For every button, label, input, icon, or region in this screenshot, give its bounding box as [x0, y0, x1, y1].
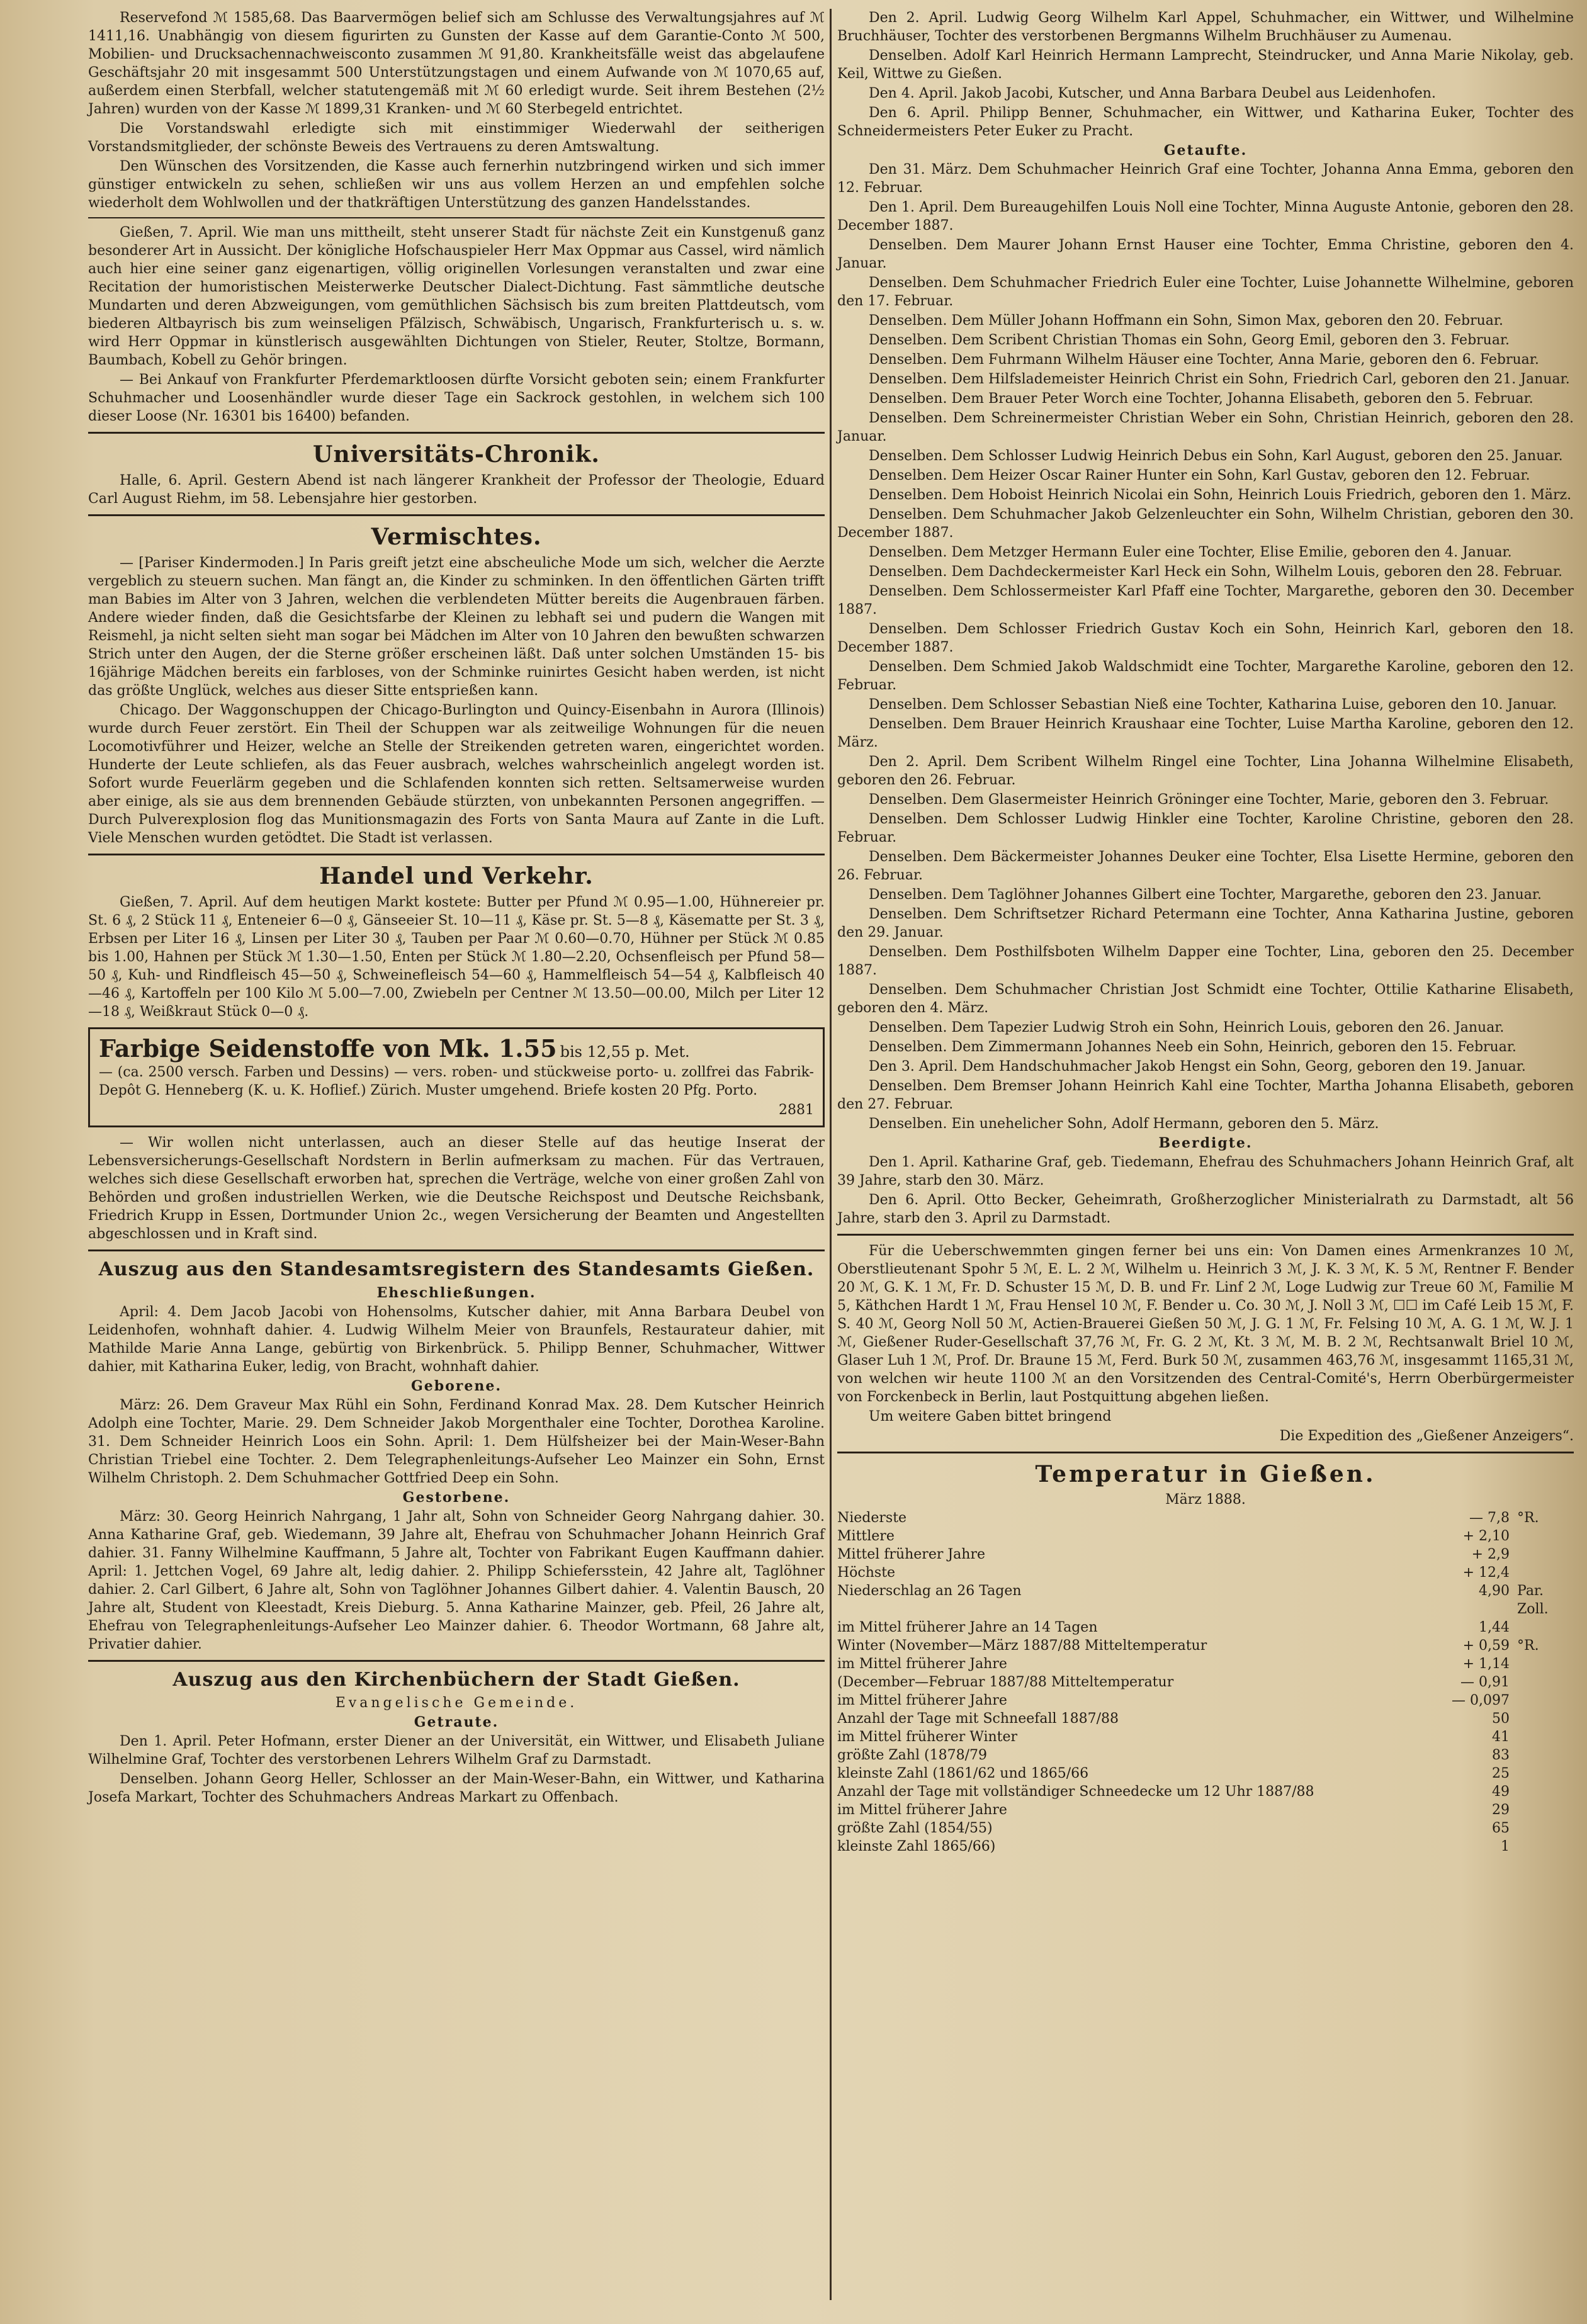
getaufte-entry: Denselben. Dem Bäckermeister Johannes Deuker eine Tochter, Elsa Lisette Hermine, geboren den 26. Februar.	[837, 849, 1574, 883]
getaufte-entry: Denselben. Dem Müller Johann Hoffmann ein Sohn, Simon Max, geboren den 20. Februar.	[869, 313, 1503, 329]
temperature-value: — 0,91	[1460, 1674, 1510, 1690]
subheading-eheschliessungen: Eheschließungen.	[376, 1285, 536, 1301]
temperature-label: im Mittel früherer Jahre an 14 Tagen	[837, 1620, 1098, 1635]
temperature-label: Winter (November—März 1887/88 Mitteltemperatur	[837, 1638, 1207, 1654]
temperature-label: (December—Februar 1887/88 Mitteltemperatur	[837, 1674, 1174, 1690]
temperature-label: Niederste	[837, 1510, 907, 1526]
temperature-value: — 0,097	[1452, 1693, 1510, 1708]
temperature-unit	[1510, 1691, 1574, 1710]
getaufte-entry: Denselben. Dem Schlosser Ludwig Hinkler eine Tochter, Karoline Christine, geboren den 28. Februar.	[837, 811, 1574, 845]
getaufte-entry: Denselben. Dem Hilfslademeister Heinrich Christ ein Sohn, Friedrich Carl, geboren den 21. Januar.	[869, 371, 1570, 387]
temperature-unit	[1510, 1673, 1574, 1691]
temperature-row	[837, 1783, 1574, 1801]
temperature-label: im Mittel früherer Winter	[837, 1729, 1018, 1745]
ad-headline-tail: bis 12,55 p. Met.	[560, 1043, 690, 1061]
temperature-label: Mittel früherer Jahre	[837, 1547, 985, 1562]
temperature-unit	[1510, 1801, 1574, 1819]
getaufte-entry: Denselben. Dem Tapezier Ludwig Stroh ein Sohn, Heinrich Louis, geboren den 26. Januar.	[869, 1020, 1505, 1035]
temperature-unit	[1510, 1655, 1574, 1673]
temperature-label: im Mittel früherer Jahre	[837, 1802, 1007, 1818]
divider	[837, 1452, 1574, 1453]
getaufte-list	[837, 161, 1574, 1133]
getraute-entry: Den 6. April. Philipp Benner, Schuhmacher, ein Wittwer, und Katharina Euker, Tochter des Schneidermeisters Peter Euker zu Pracht.	[837, 105, 1574, 139]
temperature-unit: °R.	[1517, 1638, 1539, 1654]
temperature-label: kleinste Zahl (1861/62 und 1865/66	[837, 1766, 1089, 1781]
intro-paragraph: Reservefond ℳ 1585,68. Das Baarvermögen belief sich am Schlusse des Verwaltungsjahres auf ℳ 1411,16. Unabhängig von diesem figurirten zu Gunsten der Kasse auf dem Garantie-Conto ℳ 500, Mobilien- und Drucksachennachweisconto zusammen ℳ 91,80. Krankheitsfälle weist das abgelaufene Geschäftsjahr 20 mit insgesammt 500 Unterstützungstagen und einem Aufwande von ℳ 1070,65 auf, außerdem einen Sterbfall, welcher statutengemäß mit ℳ 60 erledigt wurde. Seit ihrem Bestehen (2½ Jahren) wurden von der Kasse ℳ 1899,31 Kranken- und ℳ 60 Sterbegeld entrichtet.	[88, 10, 825, 117]
temperature-table	[837, 1509, 1574, 1856]
getaufte-entry: Denselben. Dem Heizer Oscar Rainer Hunter ein Sohn, Karl Gustav, geboren den 12. Februar.	[869, 468, 1530, 483]
temperature-value: + 2,9	[1471, 1547, 1510, 1562]
temperature-unit	[1510, 1618, 1574, 1637]
temperature-label: kleinste Zahl 1865/66)	[837, 1839, 996, 1854]
temperature-unit	[1510, 1527, 1574, 1545]
subheading-getaufte: Getaufte.	[1163, 142, 1248, 159]
temperature-row	[837, 1637, 1574, 1655]
temperature-unit	[1510, 1728, 1574, 1746]
getaufte-entry: Denselben. Ein unehelicher Sohn, Adolf Hermann, geboren den 5. März.	[869, 1116, 1379, 1132]
temperature-month: März 1888.	[1165, 1492, 1246, 1508]
getaufte-entry: Denselben. Dem Scribent Christian Thomas ein Sohn, Georg Emil, geboren den 3. Februar.	[869, 332, 1510, 348]
temperature-value: 49	[1492, 1784, 1510, 1800]
temperature-value: + 2,10	[1462, 1528, 1510, 1544]
temperature-value: 65	[1492, 1820, 1510, 1836]
divider	[88, 854, 825, 855]
subheading-gestorbene: Gestorbene.	[402, 1489, 511, 1506]
divider	[88, 432, 825, 434]
right-column	[837, 9, 1574, 1856]
temperature-unit	[1510, 1764, 1574, 1783]
subheading-beerdigte: Beerdigte.	[1158, 1135, 1253, 1151]
getaufte-entry: Denselben. Dem Brauer Peter Worch eine Tochter, Johanna Elisabeth, geboren den 5. Februar.	[869, 391, 1533, 407]
section-heading-kirchenbuecher: Auszug aus den Kirchenbüchern der Stadt Gießen.	[172, 1669, 740, 1691]
news-paragraph: Gießen, 7. April. Wie man uns mittheilt, steht unserer Stadt für nächste Zeit ein Kunstgenuß ganz besonderer Art in Aussicht. Der königliche Hofschauspieler Herr Max Oppmar aus Cassel, wird nämlich auch hier eine seiner ganz eigenartigen, völlig originellen Vorlesungen veranstalten und zwar eine Recitation der humoristischen Meisterwerke Deutscher Dialect-Dichtung. Fast sämmtliche deutsche Mundarten und deren Abzweigungen, vom gemüthlichen Sächsisch bis zum breiten Plattdeutsch, vom biederen Altbayrisch bis zum weinseligen Pfälzisch, Schwäbisch, Ungarisch, Frankfurterisch u. s. w. wird Herr Oppmar in künstlerisch ausgewählten Dichtungen von Stieler, Reuter, Stoltze, Bormann, Baumbach, Kobell zu Gehör bringen.	[88, 225, 825, 368]
temperature-value: 50	[1492, 1711, 1510, 1727]
getaufte-entry: Denselben. Dem Dachdeckermeister Karl Heck ein Sohn, Wilhelm Louis, geboren den 28. Februar.	[869, 564, 1563, 580]
temperature-row	[837, 1527, 1574, 1545]
getraute-entry: Denselben. Adolf Karl Heinrich Hermann Lamprecht, Steindrucker, und Anna Marie Nikolay, geb. Keil, Wittwe zu Gießen.	[837, 48, 1574, 82]
temperature-value: + 12,4	[1462, 1565, 1510, 1581]
temperature-label: im Mittel früherer Jahre	[837, 1693, 1007, 1708]
subheading-evangelisch: Evangelische Gemeinde.	[335, 1695, 578, 1711]
temperature-label: größte Zahl (1854/55)	[837, 1820, 993, 1836]
getraute-entry: Den 2. April. Ludwig Georg Wilhelm Karl Appel, Schuhmacher, ein Wittwer, und Wilhelmine Bruchhäuser, Tochter des verstorbenen Bergmanns Wilhelm Bruchhäuser zu Aumenau.	[837, 10, 1574, 44]
getaufte-entry: Den 31. März. Dem Schuhmacher Heinrich Graf eine Tochter, Johanna Anna Emma, geboren den 12. Februar.	[837, 162, 1574, 196]
getaufte-entry: Denselben. Dem Brauer Heinrich Kraushaar eine Tochter, Luise Martha Karoline, geboren den 12. März.	[837, 716, 1574, 750]
section-heading-temperatur: Temperatur in Gießen.	[1035, 1461, 1376, 1487]
vermischtes-paragraph: — [Pariser Kindermoden.] In Paris greift jetzt eine abscheuliche Mode um sich, welcher die Aerzte vergeblich zu steuern suchen. Man fängt an, die Kinder zu schminken. In den öffentlichen Gärten trifft man Babies im Alter von 3 Jahren, welchen die verblendeten Mütter bereits die Augenbrauen färben. Andere wieder finden, daß die Gesichtsfarbe der Kleinen zu lebhaft sei und pudern die Wangen mit Reismehl, ja nicht selten sieht man sogar bei Mädchen im Alter von 10 Jahren den bewußten schwarzen Strich unter den Augen, der die Sterne größer erscheinen läßt. Daß unter solchen Umständen 15- bis 16jährige Mädchen bereits ein farbloses, von der Schminke ruinirtes Gesicht haben werden, ist nicht das größte Unglück, welches aus dieser Sitte entsprießen kann.	[88, 555, 825, 699]
temperature-row	[837, 1801, 1574, 1819]
temperature-unit	[1510, 1710, 1574, 1728]
divider	[88, 1660, 825, 1662]
ad-body: — (ca. 2500 versch. Farben und Dessins) — vers. roben- und stückweise porto- u. zollfrei das Fabrik-Depôt G. Henneberg (K. u. K. Hoflief.) Zürich. Muster umgehend. Briefe kosten 20 Pfg. Porto.	[99, 1064, 814, 1098]
getaufte-entry: Denselben. Dem Hoboist Heinrich Nicolai ein Sohn, Heinrich Louis Friedrich, geboren den 1. März.	[869, 487, 1572, 503]
temperature-label: Niederschlag an 26 Tagen	[837, 1583, 1022, 1599]
temperature-unit	[1510, 1837, 1574, 1856]
temperature-unit	[1510, 1545, 1574, 1564]
getaufte-entry: Denselben. Dem Schriftsetzer Richard Petermann eine Tochter, Anna Katharina Justine, geboren den 29. Januar.	[837, 906, 1574, 940]
section-heading-universitaet: Universitäts-Chronik.	[313, 441, 600, 468]
temperature-unit: Par. Zoll.	[1517, 1583, 1549, 1617]
getaufte-entry: Denselben. Dem Schuhmacher Jakob Gelzenleuchter ein Sohn, Wilhelm Christian, geboren den 30. December 1887.	[837, 507, 1574, 541]
temperature-value: 25	[1492, 1766, 1510, 1781]
temperature-label: Anzahl der Tage mit Schneefall 1887/88	[837, 1711, 1119, 1727]
temperature-value: 41	[1492, 1729, 1510, 1745]
temperature-value: 83	[1492, 1747, 1510, 1763]
getaufte-entry: Denselben. Dem Taglöhner Johannes Gilbert eine Tochter, Margarethe, geboren den 23. Januar.	[869, 887, 1542, 903]
getaufte-entry: Denselben. Dem Schlossermeister Karl Pfaff eine Tochter, Margarethe, geboren den 30. December 1887.	[837, 584, 1574, 618]
ad-headline: Farbige Seidenstoffe von Mk. 1.55	[99, 1034, 557, 1063]
notice-paragraph: — Wir wollen nicht unterlassen, auch an dieser Stelle auf das heutige Inserat der Lebensversicherungs-Gesellschaft Nordstern in Berlin aufmerksam zu machen. Für das Vertrauen, welches sich diese Gesellschaft erworben hat, sprechen die Verträge, welche von einer großen Zahl von Behörden und großen industriellen Werken, wie die Deutsche Reichspost und Deutsche Reichsbank, Friedrich Krupp in Essen, Dortmunder Union 2c., wegen Versicherung der Beamten und Angestellten abgeschlossen und in Kraft sind.	[88, 1135, 825, 1242]
getaufte-entry: Denselben. Dem Schuhmacher Christian Jost Schmidt eine Tochter, Ottilie Katharine Elisabeth, geboren den 4. März.	[837, 982, 1574, 1016]
temperature-value: + 0,59	[1462, 1638, 1510, 1654]
temperature-row	[837, 1509, 1574, 1527]
vermischtes-paragraph: Chicago. Der Waggonschuppen der Chicago-Burlington und Quincy-Eisenbahn in Aurora (Illinois) wurde durch Feuer zerstört. Ein Theil der Schuppen war als zeitweilige Wohnungen für die neuen Locomotivführer und Heizer, welche an Stelle der Streikenden getreten waren, eingerichtet worden. Hunderte der Leute schliefen, als das Feuer ausbrach, welches wahrscheinlich angelegt worden ist. Sofort wurde Feuerlärm gegeben und die Schlafenden konnten sich retten. Seltsamerweise wurden aber einige, als sie aus dem brennenden Gebäude stürzten, von unbekannten Personen angegriffen. — Durch Pulverexplosion flog das Munitionsmagazin des Forts von Santa Maura auf Zante in die Luft. Viele Menschen wurden getödtet. Die Stadt ist verlassen.	[88, 702, 825, 846]
temperature-value: 4,90	[1479, 1583, 1510, 1599]
temperature-unit: °R.	[1517, 1510, 1539, 1526]
temperature-row	[837, 1691, 1574, 1710]
beerdigte-entry: Den 6. April. Otto Becker, Geheimrath, Großherzoglicher Ministerialrath zu Darmstadt, alt 56 Jahre, starb den 3. April zu Darmstadt.	[837, 1192, 1574, 1226]
temperature-label: Höchste	[837, 1565, 896, 1581]
divider	[88, 1249, 825, 1251]
getaufte-entry: Denselben. Dem Maurer Johann Ernst Hauser eine Tochter, Emma Christine, geboren den 4. Januar.	[837, 237, 1574, 271]
getaufte-entry: Denselben. Dem Posthilfsboten Wilhelm Dapper eine Tochter, Lina, geboren den 25. December 1887.	[837, 944, 1574, 978]
beerdigte-entry: Den 1. April. Katharine Graf, geb. Tiedemann, Ehefrau des Schuhmachers Johann Heinrich Graf, alt 39 Jahre, starb den 30. März.	[837, 1154, 1574, 1188]
getaufte-entry: Denselben. Dem Schmied Jakob Waldschmidt eine Tochter, Margarethe Karoline, geboren den 12. Februar.	[837, 659, 1574, 693]
news-paragraph: — Bei Ankauf von Frankfurter Pferdemarktloosen dürfte Vorsicht geboten sein; einem Frankfurter Schuhmacher und Loosenhändler wurde dieser Tage ein Sackrock gestohlen, in welchem sich 100 dieser Loose (Nr. 16301 bis 16400) befanden.	[88, 372, 825, 424]
temperature-row	[837, 1710, 1574, 1728]
standesamt-paragraph: März: 26. Dem Graveur Max Rühl ein Sohn, Ferdinand Konrad Max. 28. Dem Kutscher Heinrich Adolph eine Tochter, Marie. 29. Dem Schneider Jakob Morgenthaler eine Tochter, Dorothea Karoline. 31. Dem Schneider Heinrich Loos ein Sohn. April: 1. Dem Hülfsheizer bei der Main-Weser-Bahn Christian Triebel eine Tochter. 2. Dem Telegraphenleitungs-Aufseher Leo Mainzer ein Sohn, Ernst Wilhelm Christoph. 2. Dem Schuhmacher Gottfried Deep ein Sohn.	[88, 1397, 825, 1486]
donations-close: Um weitere Gaben bittet bringend	[869, 1409, 1112, 1424]
getaufte-entry: Denselben. Dem Schreinermeister Christian Weber ein Sohn, Christian Heinrich, geboren den 28. Januar.	[837, 410, 1574, 444]
getraute-entry: Den 4. April. Jakob Jacobi, Kutscher, und Anna Barbara Deubel aus Leidenhofen.	[869, 86, 1436, 101]
temperature-label: im Mittel früherer Jahre	[837, 1656, 1007, 1672]
intro-paragraph: Den Wünschen des Vorsitzenden, die Kasse auch fernerhin nutzbringend wirken und sich immer günstiger entwickeln zu sehen, schließen wir uns aus vollem Herzen an und empfehlen solche wiederholt dem Wohlwollen und der thatkräftigen Unterstützung des ganzen Handelsstandes.	[88, 159, 825, 211]
temperature-label: größte Zahl (1878/79	[837, 1747, 987, 1763]
temperature-row	[837, 1837, 1574, 1856]
section-heading-vermischtes: Vermischtes.	[371, 524, 542, 550]
section-heading-standesamt: Auszug aus den Standesamtsregistern des Standesamts Gießen.	[98, 1258, 815, 1280]
getaufte-entry: Den 3. April. Dem Handschuhmacher Jakob Hengst ein Sohn, Georg, geboren den 19. Januar.	[869, 1059, 1526, 1075]
handel-paragraph: Gießen, 7. April. Auf dem heutigen Markt kostete: Butter per Pfund ℳ 0.95—1.00, Hühnereier pr. St. 6 ₰, 2 Stück 11 ₰, Enteneier 6—0 ₰, Gänseeier St. 10—11 ₰, Käse pr. St. 5—8 ₰, Käsematte per St. 3 ₰, Erbsen per Liter 16 ₰, Linsen per Liter 30 ₰, Tauben per Paar ℳ 0.60—0.70, Hühner per Stück ℳ 0.85 bis 1.00, Hahnen per Stück ℳ 1.30—1.50, Enten per Stück ℳ 1.80—2.20, Ochsenfleisch per Pfund 58—50 ₰, Kuh- und Rindfleisch 45—50 ₰, Schweinefleisch 54—60 ₰, Hammelfleisch 54—54 ₰, Kalbfleisch 40—46 ₰, Kartoffeln per 100 Kilo ℳ 5.00—7.00, Zwiebeln per Centner ℳ 13.50—00.00, Milch per Liter 12—18 ₰, Weißkraut Stück 0—0 ₰.	[88, 894, 825, 1020]
temperature-value: 1,44	[1479, 1620, 1510, 1635]
getaufte-entry: Den 1. April. Dem Bureaugehilfen Louis Noll eine Tochter, Minna Auguste Antonie, geboren den 28. December 1887.	[837, 200, 1574, 234]
getaufte-entry: Denselben. Dem Glasermeister Heinrich Gröninger eine Tochter, Marie, geboren den 3. Februar.	[869, 792, 1549, 808]
divider	[837, 1234, 1574, 1236]
getaufte-entry: Denselben. Dem Schlosser Friedrich Gustav Koch ein Sohn, Heinrich Karl, geboren den 18. December 1887.	[837, 621, 1574, 655]
getaufte-entry: Denselben. Dem Zimmermann Johannes Neeb ein Sohn, Heinrich, geboren den 15. Februar.	[869, 1039, 1516, 1055]
ad-number: 2881	[779, 1102, 814, 1118]
getaufte-entry: Denselben. Dem Bremser Johann Heinrich Kahl eine Tochter, Martha Johanna Elisabeth, geboren den 27. Februar.	[837, 1078, 1574, 1112]
intro-paragraph: Die Vorstandswahl erledigte sich mit einstimmiger Wiederwahl der seitherigen Vorstandsmitglieder, der schönste Beweis des Vertrauens zu deren Amtswaltung.	[88, 121, 825, 155]
temperature-row	[837, 1819, 1574, 1837]
advertisement-box	[88, 1027, 825, 1127]
temperature-row	[837, 1764, 1574, 1783]
subheading-getraute: Getraute.	[414, 1714, 499, 1730]
temperature-unit	[1510, 1783, 1574, 1801]
temperature-row	[837, 1618, 1574, 1637]
standesamt-paragraph: März: 30. Georg Heinrich Nahrgang, 1 Jahr alt, Sohn von Schneider Georg Nahrgang dahier. 30. Anna Katharine Graf, geb. Wiedemann, 39 Jahre alt, Ehefrau von Schuhmacher Johann Heinrich Graf dahier. 31. Fanny Wilhelmine Kauffmann, 5 Jahre alt, Tochter von Fabrikant Eugen Kauffmann dahier. April: 1. Jettchen Vogel, 69 Jahre alt, ledig dahier. 2. Philipp Schiefersstein, 42 Jahre alt, Taglöhner dahier. 2. Carl Gilbert, 6 Jahre alt, Sohn von Taglöhner Johannes Gilbert dahier. 4. Valentin Bausch, 20 Jahre alt, Student von Kleestadt, Kreis Dieburg. 5. Anna Katharine Mainzer, geb. Pfeil, 26 Jahre alt, Ehefrau von Telegraphenleitungs-Aufseher Leo Mainzer dahier. 6. Theodor Wortmann, 68 Jahre alt, Privatier dahier.	[88, 1509, 825, 1652]
temperature-row	[837, 1564, 1574, 1582]
donations-signature: Die Expedition des „Gießener Anzeigers“.	[1279, 1428, 1574, 1444]
getaufte-entry: Denselben. Dem Schlosser Ludwig Heinrich Debus ein Sohn, Karl August, geboren den 25. Januar.	[869, 448, 1563, 464]
temperature-label: Mittlere	[837, 1528, 895, 1544]
temperature-row	[837, 1673, 1574, 1691]
uni-paragraph: Halle, 6. April. Gestern Abend ist nach längerer Krankheit der Professor der Theologie, Eduard Carl August Riehm, im 58. Lebensjahre hier gestorben.	[88, 473, 825, 507]
getraute-entry: Denselben. Johann Georg Heller, Schlosser an der Main-Weser-Bahn, ein Wittwer, und Katharina Josefa Markart, Tochter des Schuhmachers Andreas Markart zu Offenbach.	[88, 1771, 825, 1805]
divider	[88, 514, 825, 516]
getaufte-entry: Denselben. Dem Schlosser Sebastian Nieß eine Tochter, Katharina Luise, geboren den 10. Januar.	[869, 697, 1557, 713]
getaufte-entry: Den 2. April. Dem Scribent Wilhelm Ringel eine Tochter, Lina Johanna Wilhelmine Elisabeth, geboren den 26. Februar.	[837, 754, 1574, 788]
getaufte-entry: Denselben. Dem Fuhrmann Wilhelm Häuser eine Tochter, Anna Marie, geboren den 6. Februar.	[869, 352, 1539, 368]
temperature-unit	[1510, 1819, 1574, 1837]
column-divider	[830, 9, 832, 2300]
temperature-row	[837, 1582, 1574, 1618]
temperature-value: 29	[1492, 1802, 1510, 1818]
getraute-entry: Den 1. April. Peter Hofmann, erster Diener an der Universität, ein Wittwer, und Elisabeth Juliane Wilhelmine Graf, Tochter des verstorbenen Lehrers Wilhelm Graf zu Darmstadt.	[88, 1734, 825, 1768]
temperature-row	[837, 1746, 1574, 1764]
left-column	[88, 9, 825, 1808]
standesamt-paragraph: April: 4. Dem Jacob Jacobi von Hohensolms, Kutscher dahier, mit Anna Barbara Deubel von Leidenhofen, wohnhaft dahier. 4. Ludwig Wilhelm Meier von Braunfels, Restaurateur dahier, mit Mathilde Marie Anna Lange, gebürtig von Birkenbrück. 5. Philipp Benner, Schuhmacher, Wittwer dahier, mit Katharina Euker, ledig, von Bracht, wohnhaft dahier.	[88, 1304, 825, 1375]
subheading-geborene: Geborene.	[410, 1378, 502, 1394]
donations-paragraph: Für die Ueberschwemmten gingen ferner bei uns ein: Von Damen eines Armenkranzes 10 ℳ, Oberstlieutenant Spohr 5 ℳ, E. L. 2 ℳ, Wilhelm u. Heinrich 3 ℳ, J. K. 3 ℳ, K. 5 ℳ, Rentner F. Bender 20 ℳ, G. K. 1 ℳ, Fr. D. Schuster 15 ℳ, D. B. und Fr. Linf 2 ℳ, Loge Ludwig zur Treue 60 ℳ, Familie M 5, Käthchen Hardt 1 ℳ, Frau Hensel 10 ℳ, F. Bender u. Co. 30 ℳ, J. Noll 3 ℳ, ☐☐ im Café Leib 15 ℳ, F. S. 40 ℳ, Georg Noll 50 ℳ, Actien-Brauerei Gießen 50 ℳ, J. G. 1 ℳ, Fr. Felsing 10 ℳ, A. G. 1 ℳ, W. J. 1 ℳ, Gießener Ruder-Gesellschaft 37,76 ℳ, Fr. G. 2 ℳ, Kt. 3 ℳ, M. B. 2 ℳ, Rechtsanwalt Briel 10 ℳ, Glaser Luh 1 ℳ, Prof. Dr. Braune 15 ℳ, Ferd. Burk 50 ℳ, zusammen 463,76 ℳ, insgesammt 1165,31 ℳ, von welchen wir heute 1100 ℳ an den Vorsitzenden des Central-Comité's, Herrn Oberbürgermeister von Forckenbeck in Berlin, laut Postquittung abgehen ließen.	[837, 1243, 1574, 1405]
temperature-value: + 1,14	[1462, 1656, 1510, 1672]
getaufte-entry: Denselben. Dem Schuhmacher Friedrich Euler eine Tochter, Luise Johannette Wilhelmine, geboren den 17. Februar.	[837, 275, 1574, 309]
getaufte-entry: Denselben. Dem Metzger Hermann Euler eine Tochter, Elise Emilie, geboren den 4. Januar.	[869, 544, 1512, 560]
temperature-row	[837, 1545, 1574, 1564]
temperature-row	[837, 1655, 1574, 1673]
temperature-unit	[1510, 1564, 1574, 1582]
temperature-value: — 7,8	[1469, 1510, 1510, 1526]
section-heading-handel: Handel und Verkehr.	[319, 863, 594, 889]
divider	[88, 217, 825, 218]
temperature-label: Anzahl der Tage mit vollständiger Schneedecke um 12 Uhr 1887/88	[837, 1784, 1314, 1800]
temperature-row	[837, 1728, 1574, 1746]
temperature-unit	[1510, 1746, 1574, 1764]
temperature-value: 1	[1501, 1839, 1510, 1854]
